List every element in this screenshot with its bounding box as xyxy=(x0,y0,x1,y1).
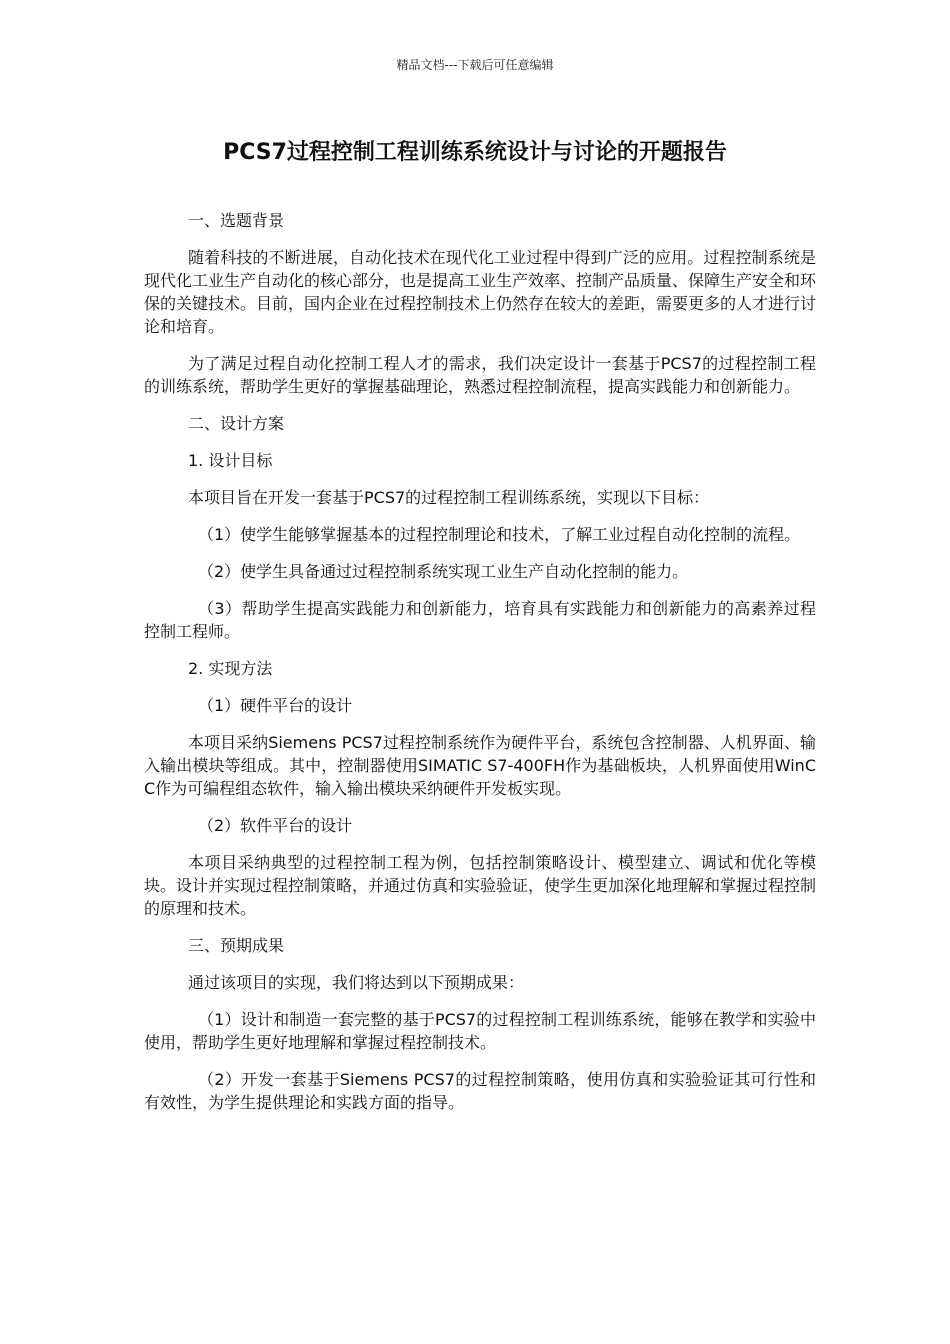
body-paragraph: 本项目旨在开发一套基于PCS7的过程控制工程训练系统，实现以下目标： xyxy=(188,488,710,507)
list-item: （1）使学生能够掌握基本的过程控制理论和技术，了解工业过程自动化控制的流程。 xyxy=(198,525,801,544)
document-title: PCS7过程控制工程训练系统设计与讨论的开题报告 xyxy=(223,140,727,165)
body-paragraph: 通过该项目的实现，我们将达到以下预期成果： xyxy=(188,973,525,992)
document-body xyxy=(144,209,816,1128)
list-item: （2）使学生具备通过过程控制系统实现工业生产自动化控制的能力。 xyxy=(198,562,689,581)
list-item: （3）帮助学生提高实践能力和创新能力，培育具有实践能力和创新能力的高素养过程控制工程师。 xyxy=(144,599,816,641)
body-paragraph: 随着科技的不断进展，自动化技术在现代化工业过程中得到广泛的应用。过程控制系统是现代化工业生产自动化的核心部分，也是提高工业生产效率、控制产品质量、保障生产安全和环保的关键技术。目前，国内企业在过程控制技术上仍然存在较大的差距，需要更多的人才进行讨论和培育。 xyxy=(144,248,817,336)
page-header: 精品文档---下载后可任意编辑 xyxy=(396,58,554,72)
list-item: （2）开发一套基于Siemens PCS7的过程控制策略，使用仿真和实验验证其可行性和有效性，为学生提供理论和实践方面的指导。 xyxy=(144,1070,816,1112)
body-paragraph: 本项目采纳Siemens PCS7过程控制系统作为硬件平台，系统包含控制器、人机界面、输入输出模块等组成。其中，控制器使用SIMATIC S7-400FH作为基础板块，人机界面使用WinCC作为可编程组态软件，输入输出模块采纳硬件开发板实现。 xyxy=(144,733,816,798)
section-heading-design: 二、设计方案 xyxy=(188,414,285,433)
body-paragraph: 本项目采纳典型的过程控制工程为例，包括控制策略设计、模型建立、调试和优化等模块。设计并实现过程控制策略，并通过仿真和实验验证，使学生更加深化地理解和掌握过程控制的原理和技术。 xyxy=(144,853,817,918)
body-paragraph: 为了满足过程自动化控制工程人才的需求，我们决定设计一套基于PCS7的过程控制工程的训练系统，帮助学生更好的掌握基础理论，熟悉过程控制流程，提高实践能力和创新能力。 xyxy=(144,354,816,396)
section-heading-outcomes: 三、预期成果 xyxy=(188,936,285,955)
section-heading-background: 一、选题背景 xyxy=(188,211,285,230)
list-item: （1）硬件平台的设计 xyxy=(198,696,353,715)
subheading-design-goals: 1. 设计目标 xyxy=(188,451,273,470)
list-item: （1）设计和制造一套完整的基于PCS7的过程控制工程训练系统，能够在教学和实验中使用，帮助学生更好地理解和掌握过程控制技术。 xyxy=(144,1010,816,1052)
subheading-implementation: 2. 实现方法 xyxy=(188,659,273,678)
list-item: （2）软件平台的设计 xyxy=(198,816,353,835)
